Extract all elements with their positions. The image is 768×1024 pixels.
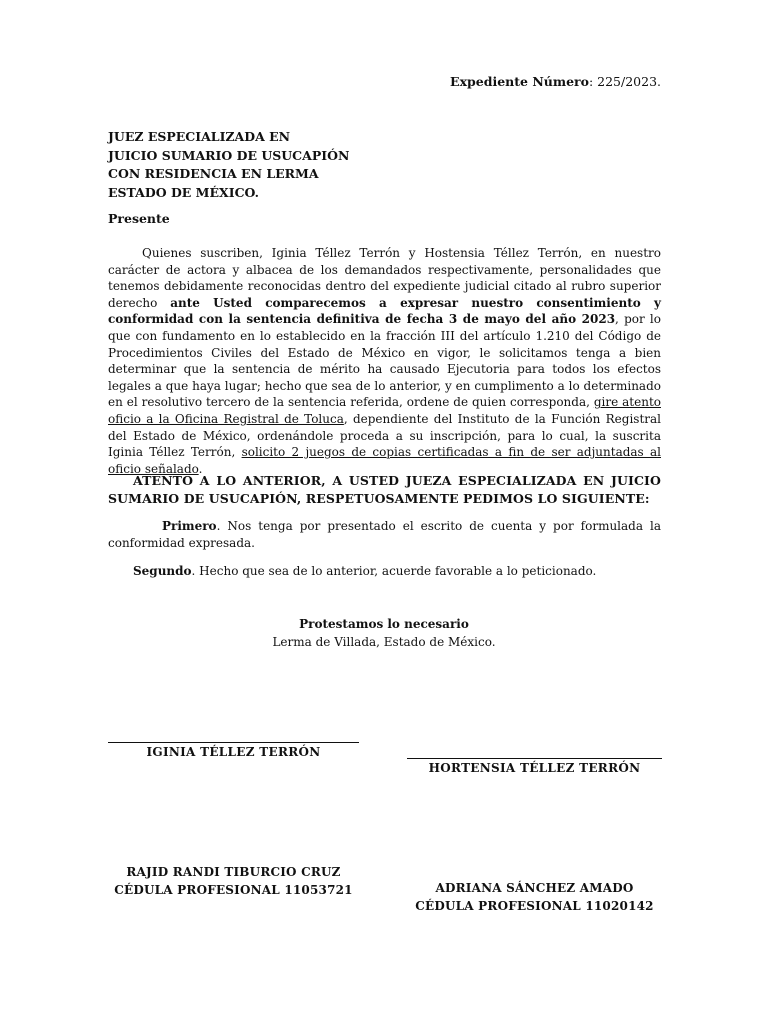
underlined-request-oficio: gire atento oficio a la Oficina Registral de Toluca	[108, 395, 661, 426]
attention-heading: ATENTO A LO ANTERIOR, A USTED JUEZA ESPECIALIZADA EN JUICIO SUMARIO DE USUCAPIÓN, RESPETUOSAMENTE PEDIMOS LO SIGUIENTE:	[108, 473, 661, 506]
petition-first-text: . Nos tenga por presentado el escrito de cuenta y por formulada la conformidad expresada.	[108, 519, 661, 550]
paragraph-text: , por lo que con fundamento en lo establecido en la fracción III del artículo 1.210 del Código de Procedimientos Civiles del Estado de México en vigor, le solicitamos tenga a bien determinar que la sentencia de mérito ha causado Ejecutoria para todos los efectos legales a que haya lugar; hecho que sea de lo anterior, y en cumplimento a lo determinado en el resolutivo tercero de la sentencia referida, ordene de quien corresponda,	[108, 312, 661, 410]
attorney-left	[98, 863, 369, 899]
addressee-line: ESTADO DE MÉXICO.	[108, 184, 260, 200]
petition-second-text: . Hecho que sea de lo anterior, acuerde favorable a lo peticionado.	[191, 564, 597, 578]
addressee-line: JUEZ ESPECIALIZADA EN	[108, 129, 291, 144]
addressee-block	[108, 128, 349, 202]
main-paragraph	[108, 245, 661, 477]
signer-name-right: HORTENSIA TÉLLEZ TERRÓN	[428, 761, 641, 775]
petition-second-label: Segundo	[133, 564, 192, 578]
signature-line-right	[407, 758, 662, 759]
addressee-line: CON RESIDENCIA EN LERMA	[108, 166, 319, 181]
closing-title: Protestamos lo necesario	[299, 617, 469, 631]
greeting: Presente	[108, 211, 170, 226]
petition-first-label: Primero	[162, 519, 217, 533]
signature-line-left	[108, 742, 359, 743]
case-number-label: Expediente Número	[450, 74, 589, 89]
paragraph-text: , dependiente del Instituto de la Función Registral del Estado de México, ordenándole proceda a su inscripción, para lo cual, la suscrita Iginia Téllez Terrón,	[108, 411, 661, 460]
underlined-request-copies: solicito 2 juegos de copias certificadas a fin de ser adjuntadas al oficio señalado	[108, 445, 661, 476]
paragraph-text: Quienes suscriben, Iginia Téllez Terrón y Hostensia Téllez Terrón, en nuestro carácter de actora y albacea de los demandados respectivamente, personalidades que tenemos debidamente reconocidas dentro del expediente judicial citado al rubro superior derecho	[108, 246, 661, 310]
attorney-left-name: RAJID RANDI TIBURCIO CRUZ	[126, 865, 341, 879]
paragraph-bold-text: ante Usted comparecemos a expresar nuestro consentimiento y conformidad con la sentencia definitiva de fecha 3 de mayo del año 2023	[108, 295, 662, 327]
petition-second	[133, 564, 596, 578]
addressee-line: JUICIO SUMARIO DE USUCAPIÓN	[108, 147, 350, 163]
petition-first	[108, 518, 661, 552]
case-number	[450, 74, 661, 89]
attorney-right-cedula: CÉDULA PROFESIONAL 11020142	[415, 899, 654, 913]
closing-block	[0, 615, 768, 651]
paragraph-end: .	[198, 461, 203, 476]
signer-name-left: IGINIA TÉLLEZ TERRÓN	[146, 745, 321, 759]
attorney-right	[397, 879, 672, 915]
closing-place: Lerma de Villada, Estado de México.	[272, 635, 496, 649]
case-number-value: : 225/2023.	[588, 74, 661, 89]
attorney-right-name: ADRIANA SÁNCHEZ AMADO	[435, 881, 634, 895]
attorney-left-cedula: CÉDULA PROFESIONAL 11053721	[114, 883, 353, 897]
